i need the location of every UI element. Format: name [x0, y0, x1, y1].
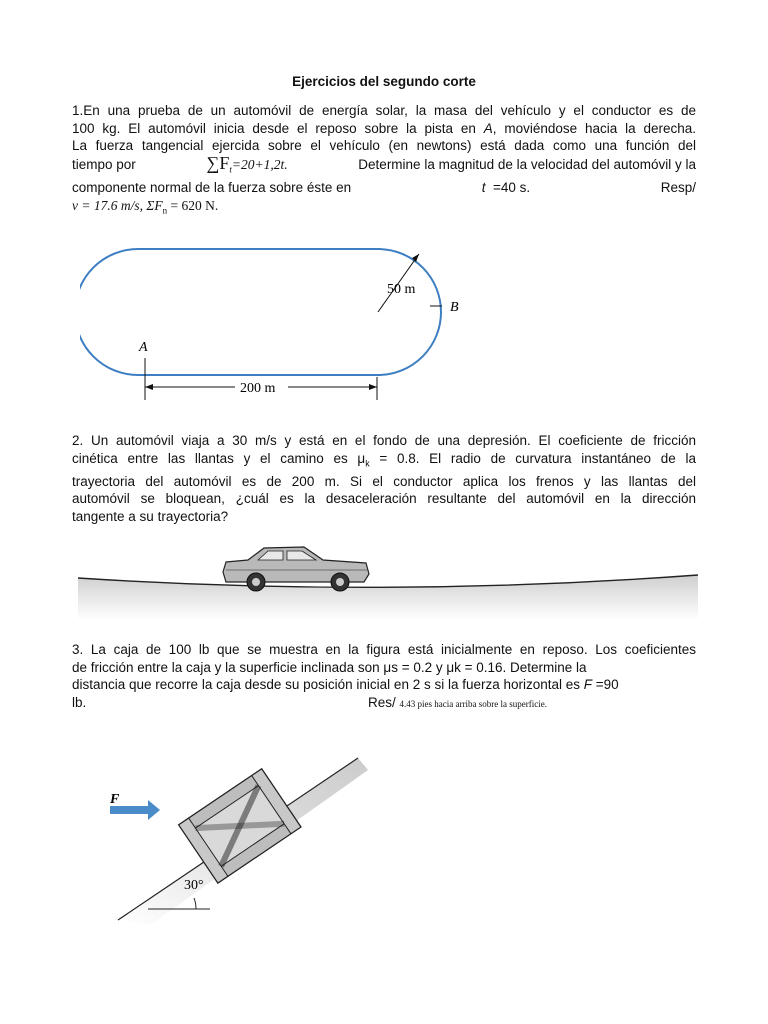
p1-line-4a: tiempo por: [72, 156, 136, 172]
p1-line-3: La fuerza tangencial ejercida sobre el vehículo (en newtons) está dada como una función del: [72, 138, 696, 154]
force-formula: $\sum F_t=20+1,2t$.: [206, 152, 288, 175]
crate: [179, 769, 301, 883]
car-figure: [78, 540, 698, 620]
p1-line-4b: Determine la magnitud de la velocidad del automóvil y la: [358, 156, 696, 172]
point-a-ref: A: [483, 120, 493, 136]
problem-1: [72, 102, 696, 220]
length-label: 200 m: [240, 381, 276, 396]
page-title: Ejercicios del segundo corte: [292, 74, 476, 89]
track-figure: [80, 240, 460, 410]
p3-line-2: de fricción entre la caja y la superficie inclinada son μs = 0.2 y μk = 0.16. Determine la: [72, 659, 587, 675]
p3-line-4a: lb.: [72, 694, 87, 710]
problem-3: [72, 641, 696, 711]
p1-line-5a: componente normal de la fuerza sobre éste en: [72, 180, 352, 196]
car: [223, 547, 369, 591]
p1-line-5b: =40 s.: [493, 180, 531, 196]
point-a-label: A: [139, 340, 148, 355]
p2-line-1: 2. Un automóvil viaja a 30 m/s y está en el fondo de una depresión. El coeficiente de fricción: [72, 433, 696, 448]
time-var: t: [481, 180, 486, 196]
force-label: F: [110, 792, 120, 807]
res-value: 4.43 pies hacia arriba sobre la superficie.: [399, 698, 547, 709]
p1-line-5: [72, 179, 696, 197]
p1-line-2a: 100 kg. El automóvil inicia desde el reposo sobre la pista en: [72, 120, 484, 136]
p2-line-3: trayectoria del automóvil es de 200 m. Si el conductor aplica los frenos y las llantas del: [72, 473, 696, 489]
p1-line-2b: , moviéndose hacia la derecha.: [492, 120, 696, 136]
resp-label: Resp/: [660, 180, 696, 196]
oval-track: [80, 249, 441, 375]
res-label: Res/: [368, 694, 396, 710]
p1-line-1: 1.En una prueba de un automóvil de energía solar, la masa del vehículo y el conductor es de: [72, 103, 696, 118]
car-hub-front: [336, 578, 344, 586]
point-b-label: B: [450, 300, 459, 315]
p1-answer: v = 17.6 m/s, $\Sigma F_n = 620$ N.: [72, 197, 219, 216]
p2-line-4: automóvil se bloquean, ¿cuál es la desaceleración resultante del automóvil en la dirección: [72, 491, 696, 507]
p1-line-2: [72, 120, 696, 138]
radius-label: 50 m: [387, 282, 416, 297]
car-hub-rear: [252, 578, 260, 586]
ground-fill: [78, 575, 698, 620]
p2-line-2: cinética entre las llantas y el camino es $\mu_k = 0.8$. El radio de curvatura instantáneo de la: [72, 450, 696, 469]
dim-arrow-right: [369, 384, 377, 390]
radius-arrowhead: [412, 254, 419, 262]
crate-figure: [100, 740, 370, 925]
p3-line-4: [72, 694, 696, 712]
angle-label: 30°: [184, 878, 204, 893]
p1-line-4: [72, 152, 696, 179]
p2-line-5: tangente a su trayectoria?: [72, 509, 229, 525]
p3-line-1: 3. La caja de 100 lb que se muestra en la figura está inicialmente en reposo. Los coeficientes: [72, 642, 696, 657]
angle-arc: [194, 898, 196, 909]
p3-answer: [368, 694, 547, 714]
force-arrow-shaft: [110, 806, 148, 814]
force-arrowhead: [148, 800, 160, 820]
dim-arrow-left: [145, 384, 153, 390]
problem-2: [72, 432, 696, 526]
p3-line-3: distancia que recorre la caja desde su posición inicial en 2 s si la fuerza horizontal es F =90: [72, 677, 619, 693]
